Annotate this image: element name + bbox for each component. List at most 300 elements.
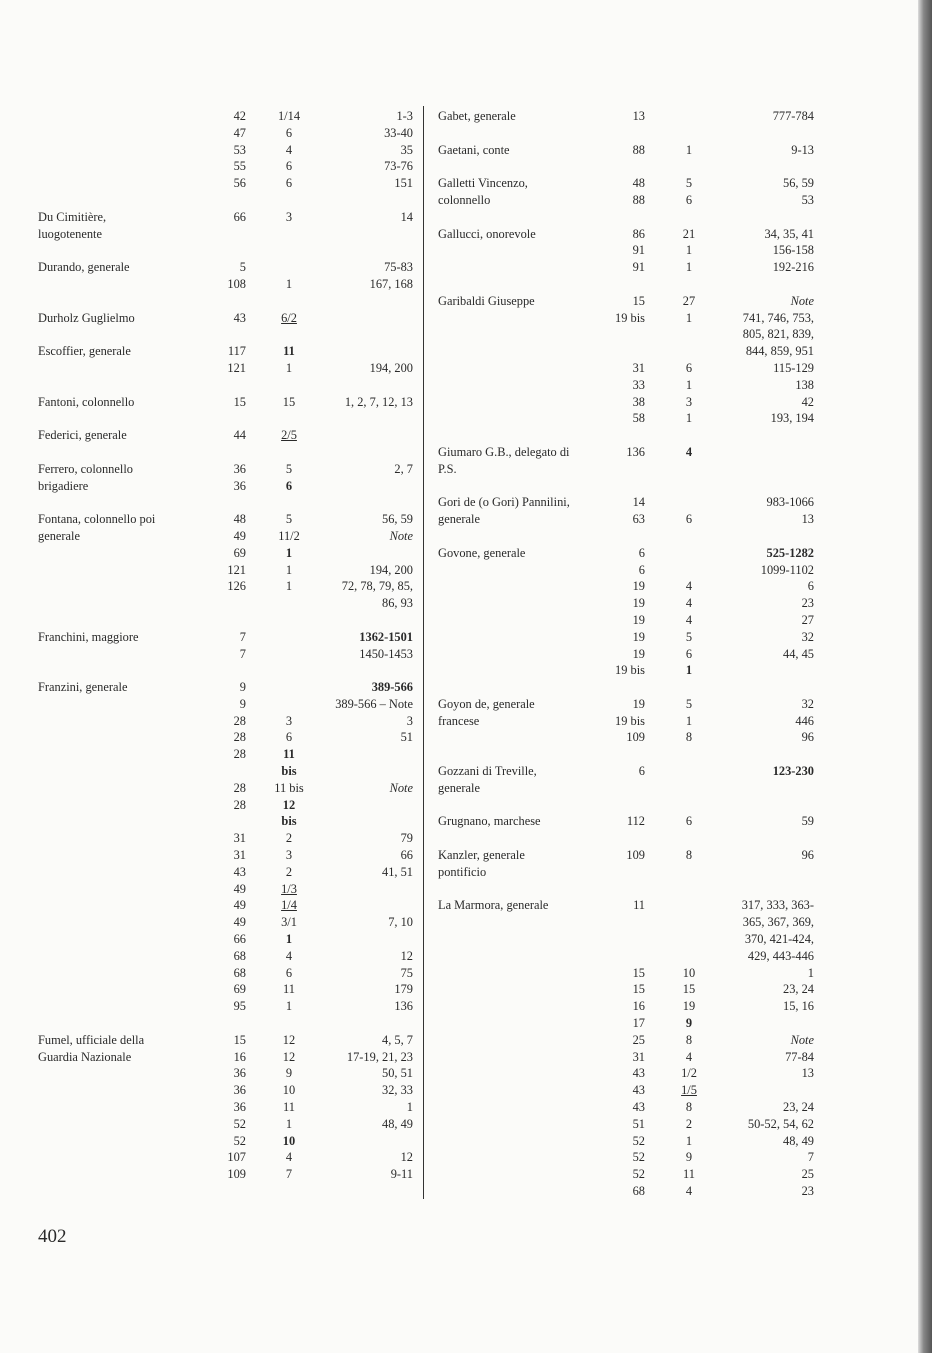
entry-row	[0, 881, 420, 898]
entry-row	[430, 780, 830, 797]
volume-number: 68	[233, 948, 246, 963]
entry-spacer	[0, 326, 420, 343]
entry-row	[430, 494, 830, 511]
page-reference: 33-40	[384, 125, 413, 140]
entry-row	[0, 276, 420, 293]
file-number: 15	[282, 394, 296, 409]
index-entry	[0, 310, 420, 327]
page-reference: Note	[389, 528, 413, 543]
page-reference: 32	[801, 696, 814, 711]
entry-name: Kanzler, generale pontificio	[438, 848, 525, 879]
entry-row	[0, 1166, 420, 1183]
volume-number: 58	[632, 411, 645, 426]
file-number: 9	[285, 1066, 293, 1081]
page-reference: 13	[801, 512, 814, 527]
entry-name: Galletti Vincenzo, colonnello	[438, 176, 528, 207]
volume-number: 49	[233, 528, 246, 543]
volume-number: 52	[632, 1150, 645, 1165]
page-reference: 805, 821, 839,	[742, 327, 814, 342]
volume-number: 5	[239, 260, 246, 275]
page-reference: 14	[400, 209, 413, 224]
file-number: 1	[685, 1133, 693, 1148]
entry-spacer	[0, 662, 420, 679]
entry-spacer	[0, 242, 420, 259]
file-number: 9	[685, 1016, 693, 1031]
entry-row	[430, 897, 830, 914]
entry-spacer	[0, 444, 420, 461]
entry-row	[0, 780, 420, 797]
entry-name: Franzini, generale	[38, 680, 128, 695]
index-entry	[0, 1032, 420, 1183]
index-entry	[0, 209, 420, 243]
entry-spacer	[0, 1015, 420, 1032]
entry-row	[430, 326, 830, 343]
entry-name: Fontana, colonnello poi generale	[38, 512, 156, 543]
entry-row	[430, 310, 830, 327]
entry-row	[0, 1099, 420, 1116]
entry-spacer	[430, 276, 830, 293]
volume-number: 49	[233, 915, 246, 930]
entry-row	[0, 864, 420, 881]
entry-row	[0, 427, 420, 444]
page-reference: 48, 49	[382, 1116, 413, 1131]
entry-row	[430, 175, 830, 192]
file-number: 6	[685, 192, 693, 207]
entry-name: Escoffier, generale	[38, 344, 131, 359]
page-reference: 741, 746, 753,	[742, 310, 814, 325]
page-reference: 75	[400, 965, 413, 980]
entry-name: Garibaldi Giuseppe	[438, 293, 535, 308]
entry-row	[430, 394, 830, 411]
file-number: 6	[285, 159, 293, 174]
file-number: 3	[285, 848, 293, 863]
entry-row	[430, 1116, 830, 1133]
volume-number: 15	[632, 965, 645, 980]
volume-number: 121	[227, 360, 246, 375]
entry-name: Gori de (o Gori) Pannilini, generale	[438, 495, 570, 527]
page-reference: 66	[400, 848, 413, 863]
volume-number: 53	[233, 142, 246, 157]
page-reference: 1099-1102	[760, 562, 814, 577]
volume-number: 19	[632, 596, 645, 611]
index-entry	[430, 897, 830, 1199]
file-number: 12	[282, 1032, 296, 1047]
page-reference: 27	[801, 612, 814, 627]
entry-row	[0, 931, 420, 948]
file-number: bis	[281, 814, 297, 829]
volume-number: 31	[632, 360, 645, 375]
volume-number: 88	[632, 192, 645, 207]
entry-name: Goyon de, generale francese	[438, 696, 535, 728]
entry-row	[430, 377, 830, 394]
entry-row	[0, 813, 420, 830]
file-number: 4	[685, 579, 693, 594]
entry-row	[430, 1166, 830, 1183]
entry-name: Du Cimitière, luogotenente	[38, 209, 107, 241]
file-number: 6	[285, 125, 293, 140]
page-reference: 777-784	[772, 109, 814, 123]
entry-row	[430, 998, 830, 1015]
volume-number: 25	[632, 1032, 645, 1047]
file-number: 1	[285, 932, 293, 947]
page-reference: 4, 5, 7	[382, 1032, 413, 1047]
volume-number: 9	[239, 696, 246, 711]
page-reference: Note	[790, 293, 814, 308]
volume-number: 136	[626, 444, 645, 459]
page-reference: 75-83	[384, 260, 413, 275]
entry-row	[430, 192, 830, 209]
entry-spacer	[430, 830, 830, 847]
entry-spacer	[430, 125, 830, 142]
entry-spacer	[430, 797, 830, 814]
entry-row	[0, 1082, 420, 1099]
volume-number: 28	[233, 747, 246, 762]
file-number: 2	[285, 831, 293, 846]
page-reference: 44, 45	[783, 646, 814, 661]
volume-number: 88	[632, 142, 645, 157]
volume-number: 42	[233, 109, 246, 123]
index-entry	[430, 494, 830, 528]
entry-row	[430, 1149, 830, 1166]
volume-number: 43	[632, 1100, 645, 1115]
volume-number: 33	[632, 377, 645, 392]
volume-number: 55	[233, 159, 246, 174]
entry-row	[0, 478, 420, 495]
volume-number: 69	[233, 982, 246, 997]
entry-row	[0, 461, 420, 478]
volume-number: 51	[632, 1116, 645, 1131]
entry-row	[430, 410, 830, 427]
column-divider	[423, 106, 424, 1199]
page-reference: 1	[406, 1100, 413, 1115]
entry-spacer	[0, 494, 420, 511]
volume-number: 19	[632, 579, 645, 594]
volume-number: 36	[233, 1066, 246, 1081]
page-reference: 73-76	[384, 159, 413, 174]
entry-row	[430, 360, 830, 377]
file-number: 15	[682, 982, 696, 997]
page-reference: 7, 10	[388, 915, 413, 930]
entry-row	[0, 746, 420, 763]
page-reference: 194, 200	[369, 562, 413, 577]
page-reference: 15, 16	[783, 999, 814, 1014]
entry-row	[430, 293, 830, 310]
volume-number: 43	[233, 310, 246, 325]
file-number: 1/4	[281, 898, 297, 913]
volume-number: 52	[632, 1133, 645, 1148]
page-reference: 192-216	[772, 260, 814, 275]
entry-row	[0, 578, 420, 595]
file-number: 1	[685, 260, 693, 275]
volume-number: 16	[632, 999, 645, 1014]
volume-number: 16	[233, 1049, 246, 1064]
entry-name: Ferrero, colonnello brigadiere	[38, 461, 133, 493]
volume-number: 56	[233, 176, 246, 191]
entry-row	[430, 259, 830, 276]
volume-number: 19	[632, 612, 645, 627]
entry-spacer	[0, 192, 420, 209]
index-entry	[0, 108, 420, 192]
file-number: 12	[282, 797, 296, 812]
file-number: 8	[685, 1100, 693, 1115]
file-number: 4	[285, 948, 293, 963]
entry-row	[430, 108, 830, 125]
volume-number: 69	[233, 545, 246, 560]
entry-name: Federici, generale	[38, 428, 127, 443]
entry-row	[0, 545, 420, 562]
entry-row	[0, 629, 420, 646]
volume-number: 48	[632, 176, 645, 191]
index-entry	[430, 444, 830, 478]
file-number: 1	[285, 999, 293, 1014]
entry-row	[430, 1015, 830, 1032]
index-entry	[0, 629, 420, 663]
entry-row	[0, 713, 420, 730]
file-number: 5	[685, 176, 693, 191]
volume-number: 19 bis	[615, 713, 645, 728]
page-reference: 48, 49	[783, 1133, 814, 1148]
entry-row	[430, 1065, 830, 1082]
page-reference: 389-566 – Note	[335, 696, 413, 711]
volume-number: 95	[233, 999, 246, 1014]
entry-row	[0, 1116, 420, 1133]
index-entry	[430, 226, 830, 276]
file-number: 11	[283, 1100, 295, 1115]
volume-number: 52	[233, 1133, 246, 1148]
entry-row	[430, 1032, 830, 1049]
page-reference: 23	[801, 596, 814, 611]
file-number: 11	[283, 982, 295, 997]
entry-spacer	[430, 679, 830, 696]
volume-number: 31	[233, 848, 246, 863]
volume-number: 86	[632, 226, 645, 241]
file-number: 5	[685, 629, 693, 644]
entry-name: Franchini, maggiore	[38, 629, 139, 644]
entry-row	[0, 125, 420, 142]
page-reference: 12	[400, 1150, 413, 1165]
page-reference: 23, 24	[783, 982, 814, 997]
index-entry	[0, 394, 420, 411]
entry-spacer	[430, 528, 830, 545]
entry-row	[0, 1149, 420, 1166]
volume-number: 19	[632, 629, 645, 644]
entry-spacer	[0, 377, 420, 394]
file-number: 6	[685, 512, 693, 527]
entry-row	[430, 461, 830, 478]
index-entry	[0, 679, 420, 1015]
volume-number: 38	[632, 394, 645, 409]
file-number: 1	[285, 1116, 293, 1131]
entry-spacer	[0, 293, 420, 310]
entry-row	[430, 914, 830, 931]
file-number: 8	[685, 1032, 693, 1047]
page-reference: 42	[801, 394, 814, 409]
entry-row	[0, 562, 420, 579]
volume-number: 19 bis	[615, 663, 645, 678]
file-number: 1	[685, 142, 693, 157]
entry-row	[430, 226, 830, 243]
page-reference: 138	[795, 377, 814, 392]
page-reference: 51	[400, 730, 413, 745]
entry-name: Fantoni, colonnello	[38, 394, 135, 409]
file-number: 4	[685, 1049, 693, 1064]
entry-row	[0, 998, 420, 1015]
volume-number: 6	[638, 764, 645, 779]
entry-row	[0, 158, 420, 175]
volume-number: 36	[233, 1083, 246, 1098]
volume-number: 28	[233, 730, 246, 745]
volume-number: 11	[633, 898, 645, 913]
file-number: 2/5	[281, 428, 297, 443]
entry-row	[430, 343, 830, 360]
page-reference: 25	[801, 1167, 814, 1182]
entry-row	[0, 981, 420, 998]
file-number: 10	[282, 1133, 296, 1148]
index-entry	[430, 175, 830, 209]
file-number: 6	[285, 478, 293, 493]
file-number: 1	[685, 310, 693, 325]
volume-number: 13	[632, 109, 645, 123]
file-number: 1	[685, 713, 693, 728]
file-number: 5	[285, 512, 293, 527]
file-number: 21	[682, 226, 696, 241]
entry-row	[430, 965, 830, 982]
page-reference: 317, 333, 363-	[741, 898, 814, 913]
volume-number: 117	[227, 344, 246, 359]
page-reference: 1	[807, 965, 814, 980]
entry-row	[0, 965, 420, 982]
entry-row	[0, 394, 420, 411]
entry-row	[0, 729, 420, 746]
file-number: 4	[685, 596, 693, 611]
volume-number: 63	[632, 512, 645, 527]
page-reference: 525-1282	[766, 545, 814, 560]
volume-number: 7	[239, 646, 246, 661]
file-number: 27	[682, 293, 696, 308]
page-reference: 34, 35, 41	[764, 226, 814, 241]
page-reference: 79	[400, 831, 413, 846]
index-entry	[430, 293, 830, 427]
volume-number: 28	[233, 713, 246, 728]
page-reference: 96	[801, 730, 814, 745]
entry-name: Gozzani di Treville, generale	[438, 764, 537, 795]
file-number: 10	[682, 965, 696, 980]
volume-number: 19 bis	[615, 310, 645, 325]
page-reference: 23	[801, 1184, 814, 1198]
page-reference: 77-84	[785, 1049, 814, 1064]
entry-row	[430, 646, 830, 663]
volume-number: 66	[233, 209, 246, 224]
book-spine-edge	[918, 0, 932, 1353]
page-reference: 365, 367, 369,	[742, 915, 814, 930]
entry-row	[0, 360, 420, 377]
page-reference: 56, 59	[382, 512, 413, 527]
page-reference: 12	[400, 948, 413, 963]
index-column-right	[430, 108, 830, 1200]
entry-row	[0, 343, 420, 360]
entry-row	[430, 813, 830, 830]
index-entry	[430, 696, 830, 746]
entry-name: Grugnano, marchese	[438, 814, 541, 829]
entry-row	[0, 897, 420, 914]
volume-number: 52	[233, 1116, 246, 1131]
entry-row	[0, 763, 420, 780]
entry-row	[0, 830, 420, 847]
page-reference: 1, 2, 7, 12, 13	[344, 394, 413, 409]
entry-row	[0, 142, 420, 159]
index-entry	[430, 108, 830, 125]
entry-row	[430, 696, 830, 713]
index-entry	[430, 813, 830, 830]
file-number: 11/2	[278, 528, 300, 543]
entry-spacer	[0, 410, 420, 427]
volume-number: 36	[233, 478, 246, 493]
volume-number: 68	[233, 965, 246, 980]
entry-row	[430, 612, 830, 629]
index-entry	[430, 847, 830, 881]
volume-number: 43	[632, 1083, 645, 1098]
volume-number: 36	[233, 1100, 246, 1115]
index-entry	[0, 511, 420, 612]
file-number: 1	[285, 562, 293, 577]
entry-row	[430, 545, 830, 562]
file-number: 3	[285, 713, 293, 728]
entry-name: Fumel, ufficiale della Guardia Nazionale	[38, 1032, 145, 1064]
file-number: 6	[285, 176, 293, 191]
volume-number: 49	[233, 881, 246, 896]
page-reference: 7	[807, 1150, 814, 1165]
page-reference: 429, 443-446	[747, 948, 814, 963]
file-number: 19	[682, 999, 696, 1014]
index-column-left	[0, 108, 420, 1183]
entry-row	[430, 242, 830, 259]
page-reference: 983-1066	[766, 495, 814, 510]
entry-row	[430, 1049, 830, 1066]
page-reference: 86, 93	[382, 596, 413, 611]
file-number: 4	[685, 612, 693, 627]
page-reference: 6	[807, 579, 814, 594]
volume-number: 36	[233, 461, 246, 476]
page-reference: 96	[801, 848, 814, 863]
volume-number: 31	[632, 1049, 645, 1064]
page-reference: 123-230	[772, 764, 814, 779]
volume-number: 17	[632, 1016, 645, 1031]
entry-row	[430, 1082, 830, 1099]
volume-number: 109	[227, 1167, 246, 1182]
file-number: 3	[285, 209, 293, 224]
entry-row	[0, 175, 420, 192]
volume-number: 19	[632, 646, 645, 661]
volume-number: 49	[233, 898, 246, 913]
file-number: 1	[685, 377, 693, 392]
file-number: 8	[685, 848, 693, 863]
index-entry	[0, 461, 420, 495]
entry-row	[0, 1133, 420, 1150]
entry-name: Gaetani, conte	[438, 142, 510, 157]
index-entry	[430, 142, 830, 159]
file-number: 1	[685, 663, 693, 678]
entry-row	[0, 209, 420, 226]
file-number: 11	[683, 1167, 695, 1182]
entry-name: Govone, generale	[438, 545, 526, 560]
volume-number: 6	[638, 562, 645, 577]
page-reference: 2, 7	[394, 461, 413, 476]
index-entry	[0, 343, 420, 377]
volume-number: 15	[233, 394, 246, 409]
file-number: 4	[285, 142, 293, 157]
entry-row	[0, 696, 420, 713]
entry-row	[0, 310, 420, 327]
